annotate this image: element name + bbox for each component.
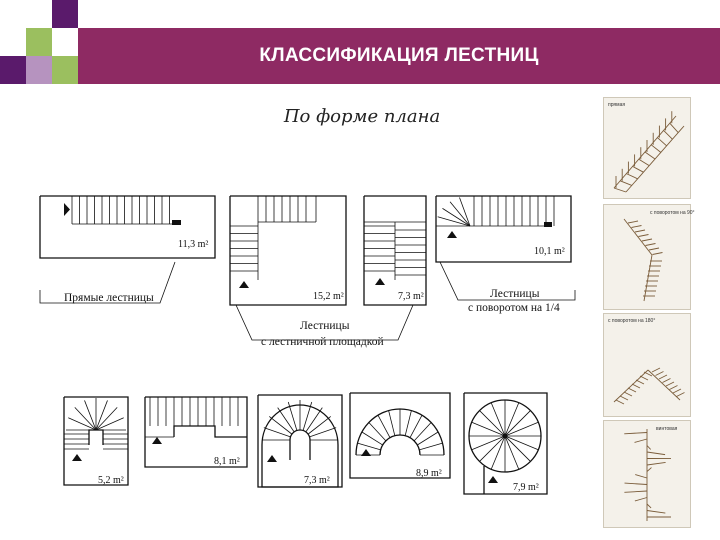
step-line: [405, 411, 411, 436]
photo-90-turn-stair: [603, 204, 695, 310]
slide-subtitle: По форме плана: [283, 106, 441, 127]
stair-tread: [616, 400, 624, 404]
step-line: [450, 202, 470, 226]
start-arrow: [72, 454, 82, 461]
stair-tread: [657, 138, 666, 146]
plan-wide-core: [174, 426, 247, 437]
step-line: [308, 416, 331, 434]
step-line: [278, 408, 294, 432]
step-line: [269, 416, 292, 434]
step-line: [505, 411, 530, 436]
start-arrow: [64, 203, 70, 216]
stair-stringer: [614, 370, 648, 402]
area-label-7: 7,3 m²: [304, 475, 330, 486]
stair-tread: [647, 446, 651, 450]
step-line: [459, 197, 470, 226]
turn-caption-line2: с поворотом на 1/4: [468, 302, 560, 314]
step-line: [264, 428, 291, 437]
stair-tread: [664, 130, 673, 139]
stair-tread: [635, 475, 647, 478]
stair-tread: [677, 393, 685, 397]
plan-l-landing-outline: [230, 196, 346, 305]
stair-tread: [624, 392, 632, 396]
area-label-8: 8,9 m²: [416, 468, 442, 479]
stair-tread: [620, 181, 632, 186]
step-line: [389, 411, 395, 436]
step-line: [75, 407, 96, 430]
stair-tread: [628, 221, 638, 223]
area-label-2: 15,2 m²: [313, 291, 344, 302]
slide-title: КЛАССИФИКАЦИЯ ЛЕСТНИЦ: [259, 45, 539, 66]
stair-tread: [639, 159, 649, 165]
stair-photo-1: [604, 98, 690, 198]
area-label-6: 8,1 m²: [214, 456, 240, 467]
area-label-3: 7,3 m²: [398, 291, 424, 302]
step-line: [310, 428, 337, 437]
stair-tread: [639, 235, 649, 237]
photo-label-1: прямая: [608, 102, 626, 108]
stair-stringer: [644, 255, 652, 301]
step-line: [505, 436, 530, 461]
stair-tread: [628, 388, 636, 392]
stair-tread: [673, 389, 681, 393]
stair-tread: [614, 188, 626, 192]
stair-stringer: [624, 219, 652, 255]
photo-label-2: с поворотом на 90°: [650, 210, 695, 216]
stair-tread: [624, 433, 647, 434]
stair-tread: [635, 439, 647, 442]
step-line: [480, 436, 505, 461]
stair-stringer: [648, 370, 680, 400]
step-line: [96, 407, 117, 430]
stair-tread: [645, 152, 655, 159]
stair-tread: [649, 248, 659, 250]
stair-tread: [670, 386, 678, 390]
stair-tread: [666, 382, 674, 386]
stair-tread: [659, 375, 667, 379]
plan-half-round-core: [290, 430, 310, 460]
stair-tread: [646, 244, 656, 246]
turn-caption-line1: Лестницы: [490, 288, 540, 300]
photo-straight-stair: [603, 97, 691, 199]
step-line: [438, 217, 470, 226]
stair-tread: [647, 462, 666, 465]
straight-caption: Прямые лестницы: [64, 292, 154, 304]
stair-tread: [647, 504, 651, 508]
start-arrow: [152, 437, 162, 444]
plan-winder-core: [89, 430, 103, 445]
stair-tread: [656, 372, 664, 376]
step-line: [442, 208, 470, 226]
stair-photo-2: [604, 205, 695, 309]
photo-180-turn-stair: [603, 313, 691, 417]
area-label-1: 11,3 m²: [178, 239, 209, 250]
stair-tread: [647, 468, 651, 472]
landing-caption-line1: Лестницы: [300, 320, 350, 332]
area-label-5: 5,2 m²: [98, 475, 124, 486]
stair-tread: [635, 498, 647, 501]
start-arrow: [267, 455, 277, 462]
landing-caption-line2: с лестничной площадкой: [261, 336, 384, 348]
start-arrow: [447, 231, 457, 238]
step-line: [419, 443, 442, 450]
start-arrow: [375, 278, 385, 285]
stair-tread: [626, 174, 637, 179]
stair-tread: [636, 380, 644, 384]
stair-tread: [633, 166, 644, 172]
stair-tread: [670, 123, 678, 132]
stair-tread: [624, 491, 647, 492]
area-label-9: 7,9 m²: [513, 482, 539, 493]
step-line: [480, 411, 505, 436]
stair-tread: [642, 239, 652, 241]
stair-tread: [651, 145, 661, 153]
step-line: [306, 408, 322, 432]
photo-spiral-stair: [603, 420, 691, 528]
stair-photo-4: [604, 421, 690, 527]
start-arrow: [488, 476, 498, 483]
stair-tread: [625, 483, 647, 484]
stair-tread: [663, 379, 671, 383]
stair-tread: [653, 253, 663, 255]
stair-tread: [647, 452, 665, 455]
stair-tread: [647, 511, 665, 514]
step-line: [357, 443, 380, 450]
stair-photo-3: [604, 314, 690, 416]
photo-label-4: винтовая: [656, 426, 678, 432]
stair-tread: [632, 384, 640, 388]
stair-tread: [640, 376, 648, 380]
photo-label-3: с поворотом на 180°: [608, 318, 656, 324]
stair-tread: [620, 396, 628, 400]
plan-arc-inner: [380, 435, 420, 455]
stair-tread: [635, 230, 645, 232]
stair-tread: [652, 368, 660, 372]
start-arrow: [239, 281, 249, 288]
plan-spiral-outline: [464, 393, 547, 494]
area-label-4: 10,1 m²: [534, 246, 565, 257]
stair-tread: [632, 226, 642, 228]
